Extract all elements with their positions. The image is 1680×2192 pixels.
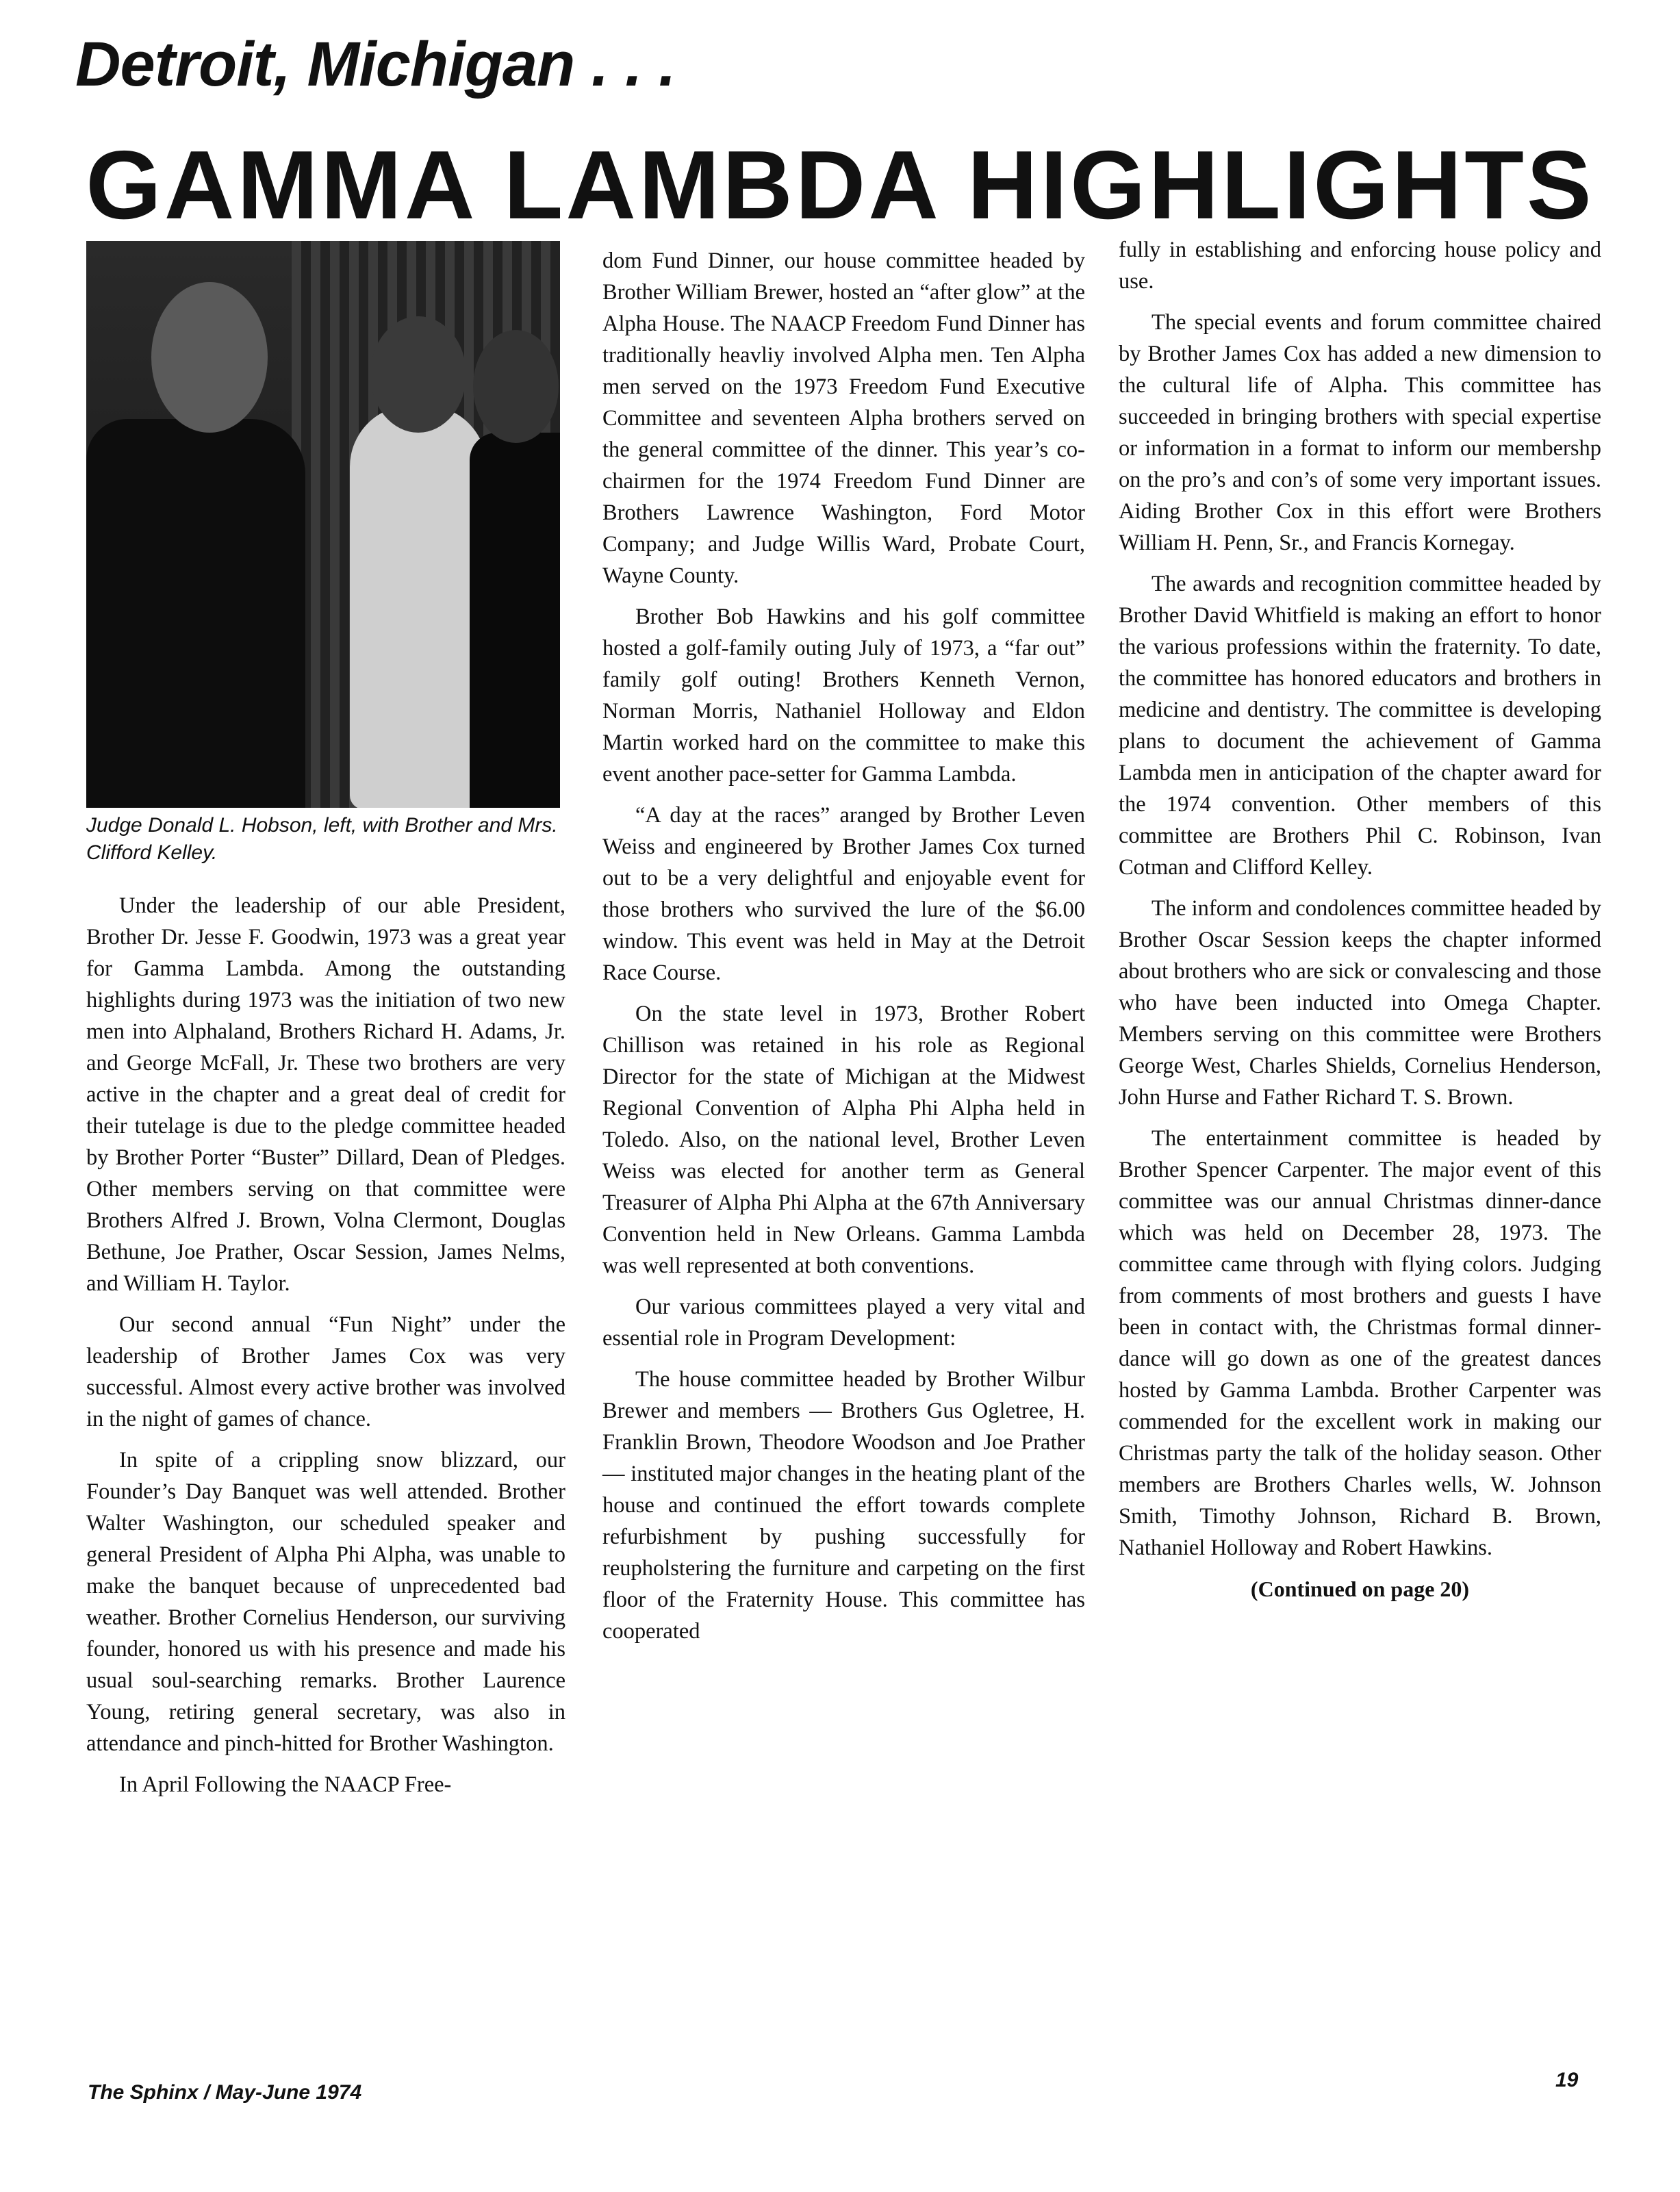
article-column-2	[602, 245, 1085, 1657]
photograph	[86, 241, 560, 808]
paragraph: The house committee headed by Brother Wilbur Brewer and members — Brothers Gus Ogletree, H. Franklin Brown, Theodore Woodson and Joe Prather — instituted major changes in the heating plant of the house and continued the effort towards complete refurbishment by pushing successfully for reupholstering the furniture and carpeting on the first floor of the Fraternity House. This committee has cooperated	[602, 1367, 1085, 1644]
paragraph: “A day at the races” aranged by Brother Leven Weiss and engineered by Brother James Cox turned out to be a very delightful and enjoyable event for those brothers who survived the lure of the $6.00 window. This event was held in May at the Detroit Race Course.	[602, 803, 1085, 985]
page-number: 19	[1555, 2069, 1579, 2091]
photo-figure-left-man-head	[151, 282, 268, 433]
paragraph: Brother Bob Hawkins and his golf committee hosted a golf-family outing July of 1973, a “far out” family golf outing! Brothers Kenneth Vernon, Norman Morris, Nathaniel Holloway and Eldon Martin worked hard on the committee to make this event another pace-setter for Gamma Lambda.	[602, 604, 1085, 787]
paragraph: Our various committees played a very vital and essential role in Program Development:	[602, 1295, 1085, 1351]
kicker-title: Detroit, Michigan . . .	[75, 29, 676, 99]
paragraph: dom Fund Dinner, our house committee headed by Brother William Brewer, hosted an “after glow” at the Alpha House. The NAACP Freedom Fund Dinner has traditionally heavliy involved Alpha men. Ten Alpha men served on the 1973 Freedom Fund Executive Committee and seventeen Alpha brothers served on the general committee of the dinner. This year’s co-chairmen for the 1974 Freedom Fund Dinner are Brothers Lawrence Washington, Ford Motor Company; and Judge Willis Ward, Probate Court, Wayne County.	[602, 248, 1085, 588]
photo-figure-woman	[350, 405, 487, 808]
paragraph: In spite of a crippling snow blizzard, our Founder’s Day Banquet was well attended. Brother Walter Washington, our scheduled speaker and general President of Alpha Phi Alpha, was unable to make the banquet because of unprecedented bad weather. Brother Cornelius Henderson, our surviving founder, honored us with his presence and made his usual soul-searching remarks. Brother Laurence Young, retiring general secretary, was also in attendance and pinch-hitted for Brother Washington.	[86, 1448, 565, 1756]
photo-figure-left-man	[86, 419, 305, 808]
photo-figure-right-man-head	[473, 330, 559, 443]
paragraph: fully in establishing and enforcing house policy and use.	[1119, 238, 1601, 294]
article-column-1	[86, 890, 565, 1810]
paragraph: The awards and recognition committee headed by Brother David Whitfield is making an effort to honor the various professions within the fraternity. To date, the committee has honored educators and brothers in medicine and dentistry. The committee is developing plans to document the achievement of Gamma Lambda men in anticipation of the chapter award for the 1974 convention. Other members of this committee are Brothers Phil C. Robinson, Ivan Cotman and Clifford Kelley.	[1119, 572, 1601, 880]
paragraph: On the state level in 1973, Brother Robert Chillison was retained in his role as Regional Director for the state of Michigan at the Midwest Regional Convention of Alpha Phi Alpha held in Toledo. Also, on the national level, Brother Leven Weiss was elected for another term as General Treasurer of Alpha Phi Alpha at the 67th Anniversary Convention held in New Orleans. Gamma Lambda was well represented at both conventions.	[602, 1002, 1085, 1278]
photo-caption: Judge Donald L. Hobson, left, with Brother and Mrs. Clifford Kelley.	[86, 814, 558, 864]
photo-figure-woman-head	[370, 316, 466, 433]
paragraph: Our second annual “Fun Night” under the leadership of Brother James Cox was very successful. Almost every active brother was involved in the night of games of chance.	[86, 1312, 565, 1431]
publication-footer: The Sphinx / May-June 1974	[88, 2081, 362, 2104]
continued-note: (Continued on page 20)	[1250, 1577, 1470, 1601]
photo-figure-right-man	[470, 433, 560, 808]
page-title: GAMMA LAMBDA HIGHLIGHTS	[86, 131, 1594, 240]
paragraph: Under the leadership of our able President, Brother Dr. Jesse F. Goodwin, 1973 was a great year for Gamma Lambda. Among the outstanding highlights during 1973 was the initiation of two new men into Alphaland, Brothers Richard H. Adams, Jr. and George McFall, Jr. These two brothers are very active in the chapter and a great deal of credit for their tutelage is due to the pledge committee headed by Brother Porter “Buster” Dillard, Dean of Pledges. Other members serving on that committee were Brothers Alfred J. Brown, Volna Clermont, Douglas Bethune, Joe Prather, Oscar Session, James Nelms, and William H. Taylor.	[86, 893, 565, 1296]
article-column-3	[1119, 234, 1601, 1605]
paragraph: The entertainment committee is headed by Brother Spencer Carpenter. The major event of this committee was our annual Christmas dinner-dance which was held on December 28, 1973. The committee came through with flying colors. Judging from comments of most brothers and guests I have been in contact with, the Christmas formal dinner-dance will go down as one of the greatest dances hosted by Gamma Lambda. Brother Carpenter was commended for the excellent work in making our Christmas party the talk of the holiday season. Other members are Brothers Charles wells, W. Johnson Smith, Timothy Johnson, Richard B. Brown, Nathaniel Holloway and Robert Hawkins.	[1119, 1126, 1601, 1560]
paragraph: The inform and condolences committee headed by Brother Oscar Session keeps the chapter informed about brothers who are sick or convalescing and those who have been inducted into Omega Chapter. Members serving on this committee were Brothers George West, Charles Shields, Cornelius Henderson, John Hurse and Father Richard T. S. Brown.	[1119, 896, 1601, 1110]
paragraph: In April Following the NAACP Free-	[119, 1772, 452, 1797]
paragraph: The special events and forum committee chaired by Brother James Cox has added a new dimension to the cultural life of Alpha. This committee has succeeded in bringing brothers with special expertise or information in a format to inform our membershp on the pro’s and con’s of some very important issues. Aiding Brother Cox in this effort were Brothers William H. Penn, Sr., and Francis Kornegay.	[1119, 310, 1601, 555]
